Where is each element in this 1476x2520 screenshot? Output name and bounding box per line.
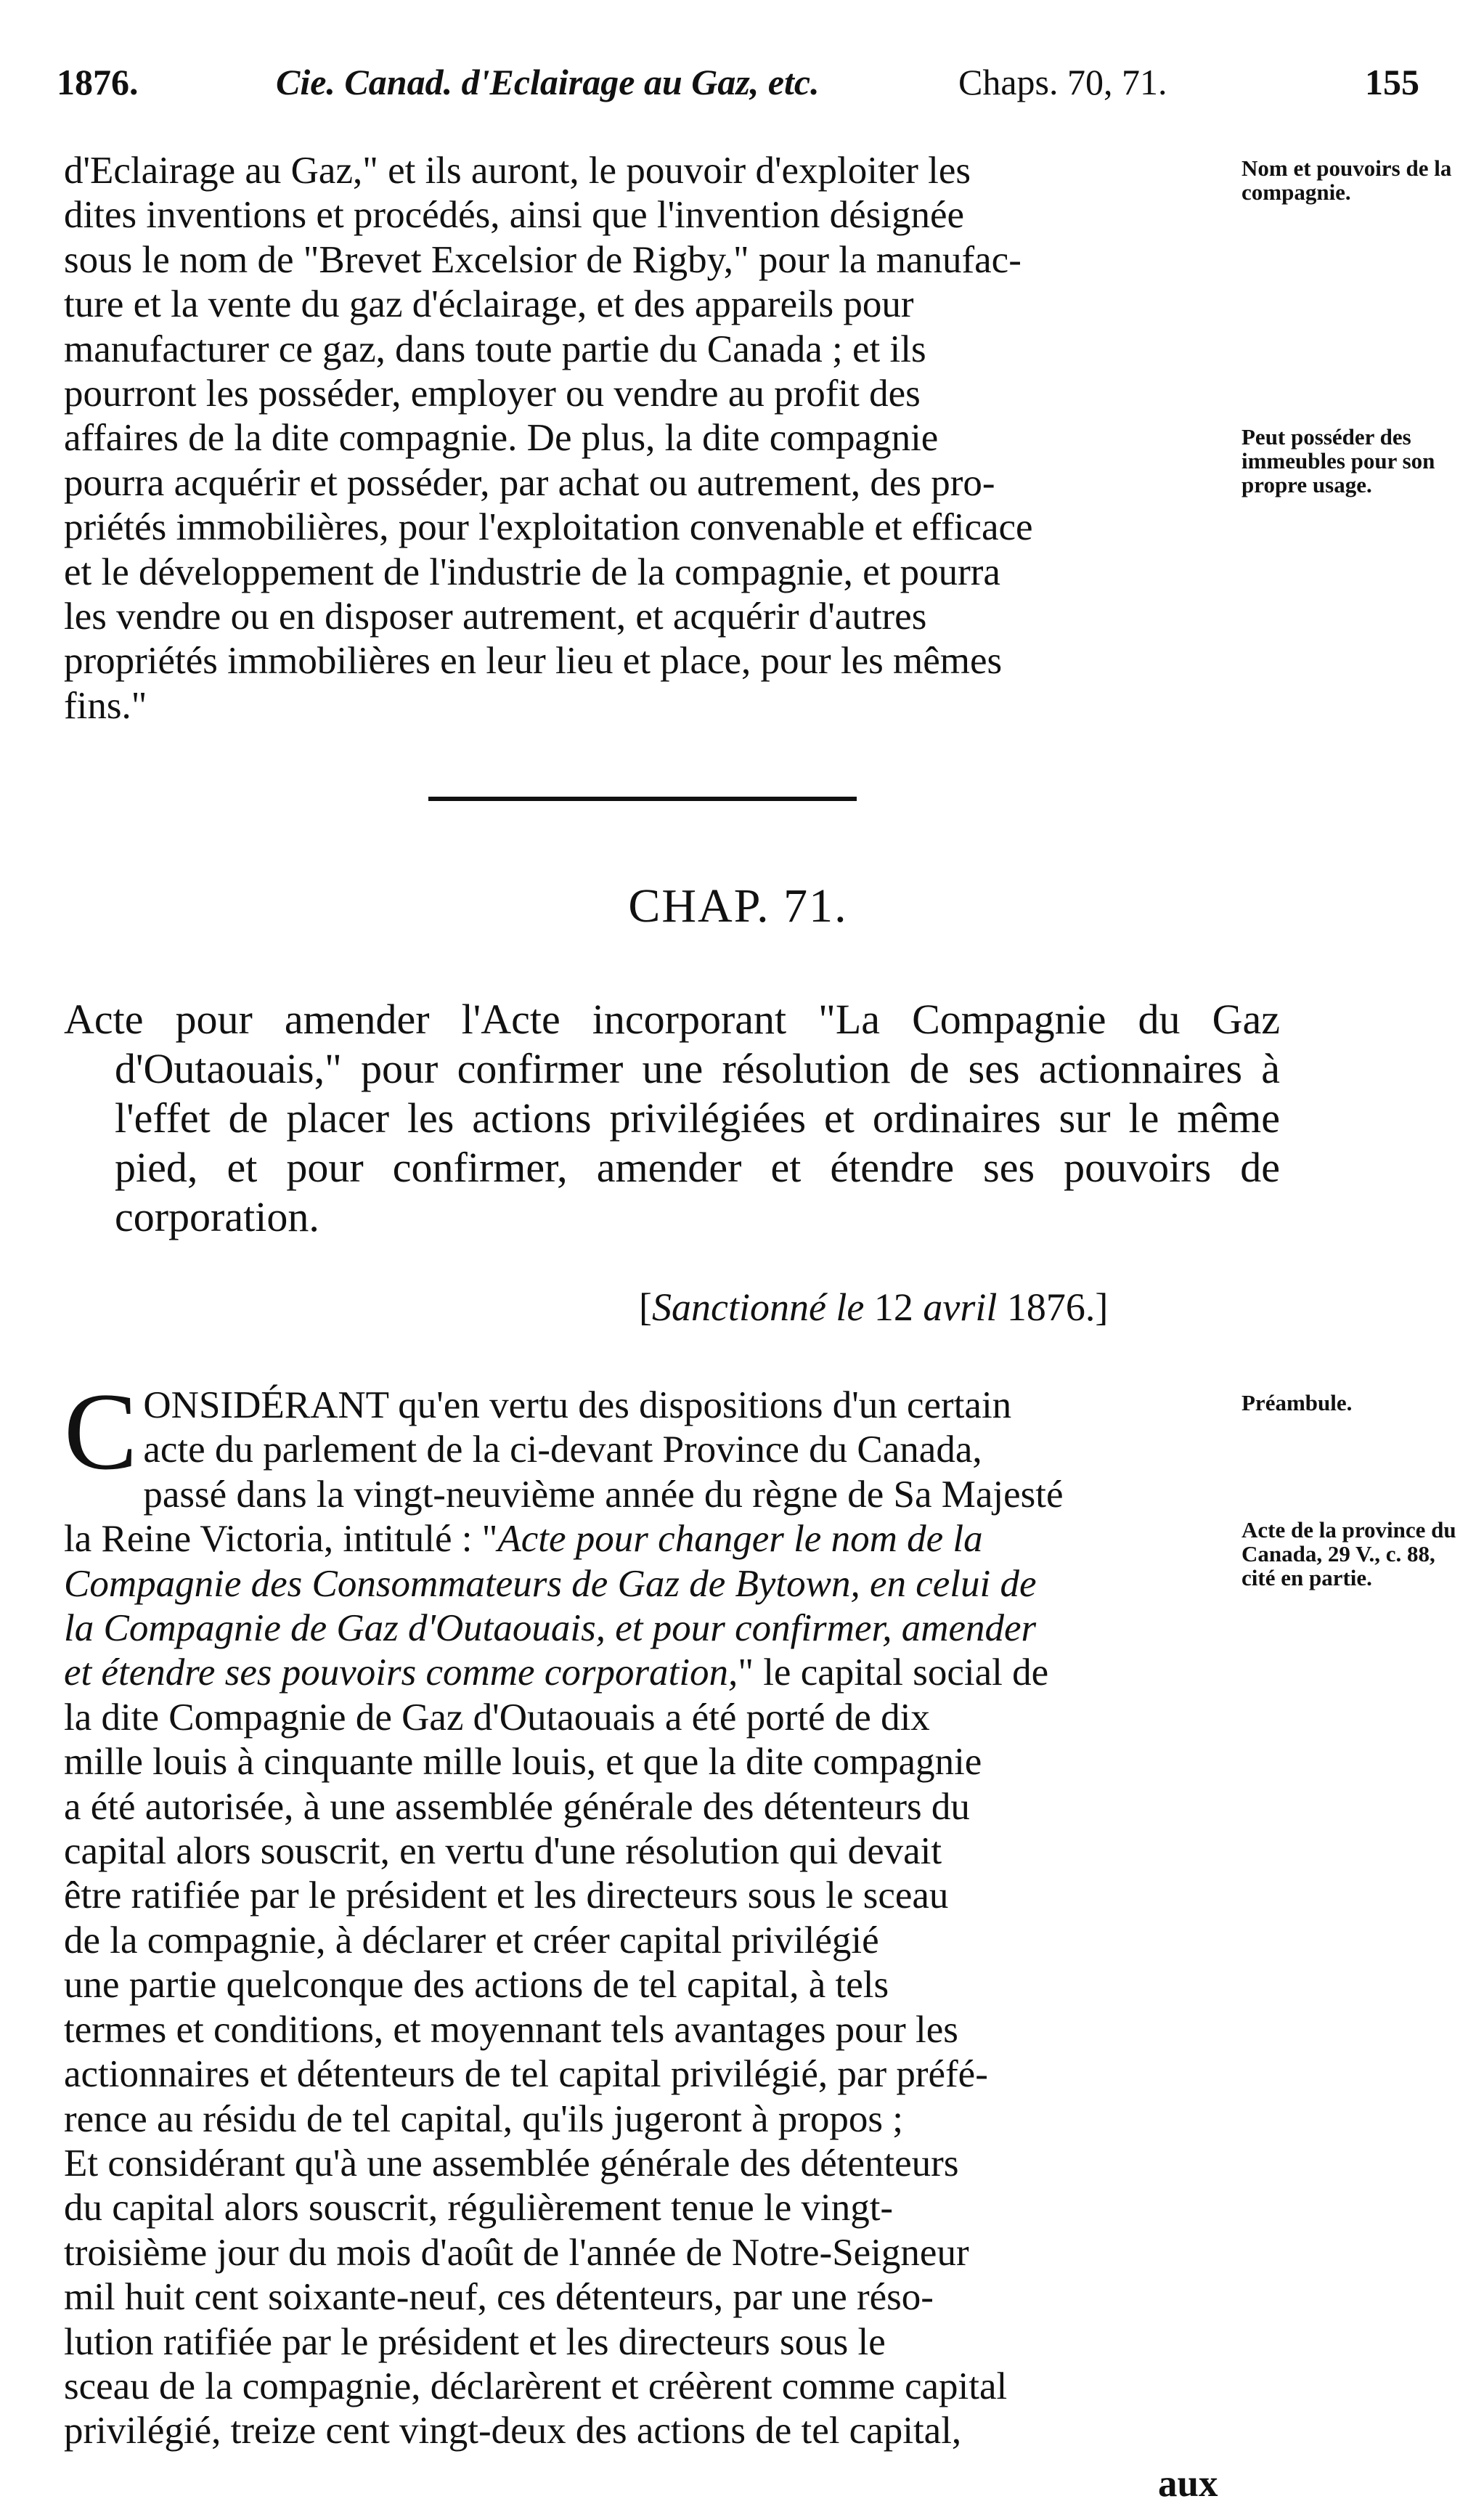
text-line: mil huit cent soixante-neuf, ces détenteurs, par une réso-	[64, 2276, 934, 2319]
act-title-segment: la Compagnie de Gaz d'Outaouais, et pour confirmer, amender	[64, 1607, 1037, 1650]
side-note: Nom et pouvoirs de la compagnie.	[1241, 155, 1452, 205]
text-line: mille louis à cinquante mille louis, et que la dite compagnie	[64, 1741, 982, 1784]
sanction-day: 12	[864, 1285, 923, 1329]
text-line: sceau de la compagnie, déclarèrent et créèrent comme capital	[64, 2365, 1008, 2407]
text-line: pourra acquérir et posséder, par achat ou autrement, des pro-	[64, 461, 995, 504]
act-title-segment: et étendre ses pouvoirs comme corporation,	[64, 1651, 738, 1694]
text-line: termes et conditions, et moyennant tels avantages pour les	[64, 2008, 958, 2051]
text-line: troisième jour du mois d'août de l'année de Notre-Seigneur	[64, 2231, 969, 2274]
text-line: Et considérant qu'à une assemblée générale des détenteurs	[64, 2142, 959, 2184]
text-line: être ratifiée par le président et les directeurs sous le sceau	[64, 1874, 949, 1917]
header-title: Cie. Canad. d'Eclairage au Gaz, etc.	[276, 62, 820, 102]
side-note: Acte de la province du Canada, 29 V., c. 88, cité en partie.	[1241, 1517, 1456, 1590]
text-line: affaires de la dite compagnie. De plus, la dite compagnie	[64, 417, 939, 460]
header-year: 1876.	[57, 62, 139, 102]
text-line: actionnaires et détenteurs de tel capital privilégié, par préfé-	[64, 2053, 988, 2096]
text-segment: la Reine Victoria, intitulé : "	[64, 1518, 498, 1561]
text-line: propriétés immobilières en leur lieu et place, pour les mêmes	[64, 640, 1003, 683]
text-line: fins."	[64, 684, 147, 727]
text-line: passé dans la vingt-neuvième année du règne de Sa Majesté	[143, 1473, 1064, 1516]
text-line: sous le nom de "Brevet Excelsior de Rigby," pour la manufac-	[64, 238, 1022, 281]
catchword: aux	[1158, 2463, 1218, 2505]
text-line: dites inventions et procédés, ainsi que l'invention désignée	[64, 194, 965, 237]
text-line: priétés immobilières, pour l'exploitation convenable et efficace	[64, 506, 1033, 549]
side-note: Peut posséder des immeubles pour son propre usage.	[1241, 424, 1435, 497]
text-line: ture et la vente du gaz d'éclairage, et des appareils pour	[64, 283, 914, 326]
text-line: rence au résidu de tel capital, qu'ils jugeront à propos ;	[64, 2097, 904, 2140]
text-line: une partie quelconque des actions de tel capital, à tels	[64, 1964, 889, 2007]
sanction-month: avril	[923, 1285, 998, 1329]
chapter-heading: CHAP. 71.	[628, 879, 848, 932]
act-title-segment: Compagnie des Consommateurs de Gaz de Bytown, en celui de	[64, 1562, 1037, 1605]
side-note: Préambule.	[1241, 1390, 1353, 1415]
text-line: acte du parlement de la ci-devant Province du Canada,	[143, 1428, 982, 1471]
text-line	[64, 1651, 1229, 1695]
preamble-text	[64, 1370, 1229, 2454]
text-line	[64, 1517, 1229, 1561]
text-segment: " le capital social de	[738, 1651, 1049, 1694]
text-line	[64, 1562, 1229, 1606]
sanction-label: Sanctionné le	[651, 1285, 865, 1329]
text-line: du capital alors souscrit, régulièrement tenue le vingt-	[64, 2187, 894, 2230]
sanction-year: 1876.]	[997, 1285, 1109, 1329]
text-line: la dite Compagnie de Gaz d'Outaouais a été porté de dix	[64, 1696, 930, 1739]
top-section-text	[64, 149, 1229, 728]
text-line: manufacturer ce gaz, dans toute partie du Canada ; et ils	[64, 328, 926, 370]
chapter-title: Acte pour amender l'Acte incorporant "La Compagnie du Gaz d'Outaouais," pour confirmer une résolution de ses actionnaires à l'effet de placer les actions privilégiées et ordinaires sur le même pied, et pour confirmer, amender et étendre ses pouvoirs de corporation.	[64, 996, 1280, 1240]
text-line: capital alors souscrit, en vertu d'une résolution qui devait	[64, 1830, 942, 1873]
text-line	[64, 1606, 1229, 1651]
first-word: ONSIDÉRANT	[143, 1384, 389, 1426]
header-page-number: 155	[1365, 62, 1419, 102]
text-line: a été autorisée, à une assemblée générale des détenteurs du	[64, 1785, 970, 1828]
text-line: pourront les posséder, employer ou vendre au profit des	[64, 373, 921, 415]
text-line: de la compagnie, à déclarer et créer capital privilégié	[64, 1919, 879, 1962]
text-line: lution ratifiée par le président et les directeurs sous le	[64, 2320, 886, 2363]
drop-cap: C	[64, 1370, 138, 1492]
text-line: qu'en vertu des dispositions d'un certain	[398, 1384, 1012, 1426]
section-divider	[428, 797, 857, 801]
text-line: les vendre ou en disposer autrement, et acquérir d'autres	[64, 596, 927, 638]
act-title-segment: Acte pour changer le nom de la	[497, 1518, 983, 1561]
text-line: d'Eclairage au Gaz," et ils auront, le pouvoir d'exploiter les	[64, 150, 971, 192]
text-line: privilégié, treize cent vingt-deux des actions de tel capital,	[64, 2410, 962, 2452]
header-chapters: Chaps. 70, 71.	[958, 62, 1167, 102]
sanction-bracket: [	[639, 1285, 652, 1329]
sanction-date	[639, 1282, 1108, 1333]
text-line: et le développement de l'industrie de la compagnie, et pourra	[64, 550, 1000, 593]
